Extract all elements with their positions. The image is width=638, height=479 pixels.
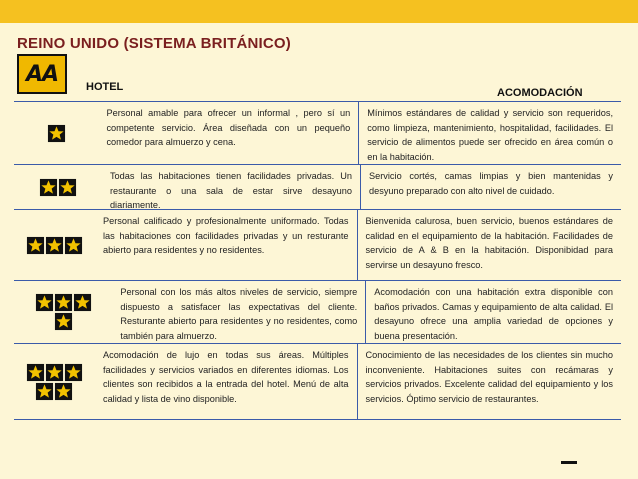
star-icon: [64, 236, 83, 255]
rating-row-3: [14, 210, 621, 281]
star-icon: [45, 236, 64, 255]
hotel-description: Personal con los más altos niveles de servicio, siempre dispuesto a satisfacer las expectativas del cliente. Resturante abierto para residentes y no residentes, como también para almuerzo.: [112, 281, 366, 343]
page-title: REINO UNIDO (SISTEMA BRITÁNICO): [17, 35, 291, 52]
star-icon: [39, 178, 58, 197]
hotel-description: Personal amable para ofrecer un informal , pero sí un competente servicio. Área diseñada con un pequeño comedor para almuerzo y cena.: [98, 102, 359, 164]
star-icon: [54, 382, 73, 401]
stars-cell: [14, 102, 98, 164]
hotel-column-header: HOTEL: [86, 81, 124, 93]
hotel-description: Acomodación de lujo en todas sus áreas. Múltiples facilidades y servicios variados en diferentes idiomas. Los clientes son recibidos a la entrada del hotel. Menú de alta calidad y lista de vino disponible.: [95, 344, 358, 419]
acomodacion-description: Acomodación con una habitación extra disponible con baños privados. Camas y equipamiento de alta calidad. El desayuno ofrece una amplia variedad de opciones y buena presentación.: [374, 287, 613, 341]
top-accent-bar: [0, 0, 638, 23]
stars-cell: [14, 165, 102, 209]
acomodacion-description: Servicio cortés, camas limpias y bien mantenidas y desyuno preparado con alto nivel de cuidado.: [369, 171, 613, 196]
star-icon: [47, 124, 66, 143]
star-icon: [45, 363, 64, 382]
rating-row-1: [14, 101, 621, 165]
star-icon: [64, 363, 83, 382]
stars-cell: [14, 344, 95, 419]
star-icon: [58, 178, 77, 197]
acomodacion-description: Mínimos estándares de calidad y servicio son requeridos, como limpieza, mantenimiento, hospitalidad, facilidades. El servicio de alimentos puede ser ofrecido en área común o en la habitación.: [367, 108, 613, 162]
star-icon: [35, 382, 54, 401]
star-icon: [54, 293, 73, 312]
end-mark: [561, 461, 577, 464]
aa-logo-text: AA: [25, 61, 59, 87]
star-icon: [54, 312, 73, 331]
rating-row-2: [14, 165, 621, 210]
stars-cell: [14, 210, 95, 280]
star-icon: [26, 363, 45, 382]
star-icon: [35, 293, 54, 312]
hotel-description: Personal calificado y profesionalmente uniformado. Todas las habitaciones con facilidades privadas y un resturante abierto para residentes y no residentes.: [95, 210, 358, 280]
stars-cell: [14, 281, 112, 343]
rating-row-5: [14, 344, 621, 420]
acomodacion-column-header: ACOMODACIÓN: [497, 87, 583, 99]
acomodacion-description: Bienvenida calurosa, buen servicio, buenos estándares de calidad en el equipamiento de la habitación. Facilidades de servicio de A & B en la habitación. Disponibidad para servirse un desayuno fresco.: [365, 216, 613, 270]
rating-table: [14, 101, 621, 420]
star-icon: [26, 236, 45, 255]
hotel-description: Todas las habitaciones tienen facilidades privadas. Un restaurante o una sala de estar sirve desayuno diariamente.: [102, 165, 361, 209]
star-icon: [73, 293, 92, 312]
aa-logo: [17, 54, 67, 94]
rating-row-4: [14, 281, 621, 344]
acomodacion-description: Conocimiento de las necesidades de los clientes sin mucho inconveniente. Habitaciones suites con recámaras y servicios privados. Excelente calidad del equipamiento y los servicios. Óptimo servicio de restaurantes.: [365, 350, 613, 404]
